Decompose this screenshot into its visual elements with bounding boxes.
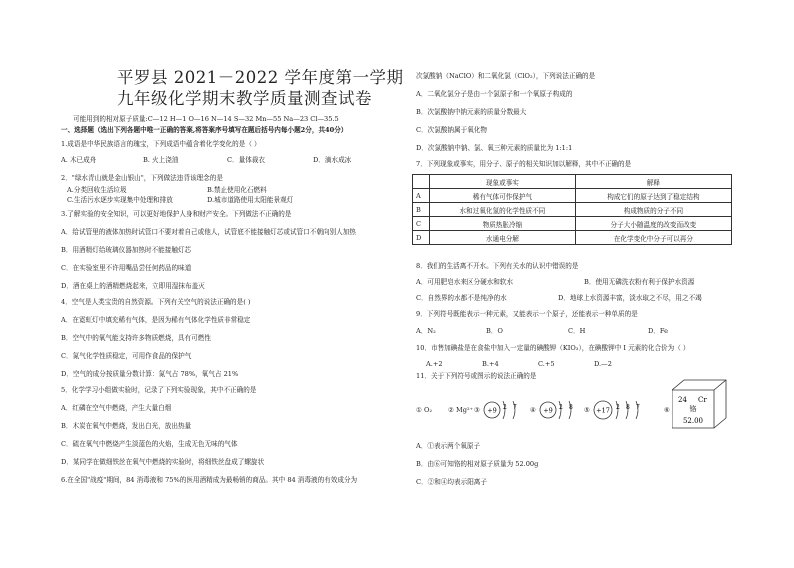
q4-option-a: A．在霓虹灯中填充稀有气体，是因为稀有气体化学性质非常稳定 [61,316,251,324]
atomic-masses: 可能用到的相对原子质量:C—12 H—1 O—16 N—14 S—32 Mn—55 Na—23 Cl—35.5 [73,115,339,123]
q10-option-c: C.+5 [538,360,555,368]
q10-option-b: B.+4 [482,360,499,368]
element-symbol: Cr [698,396,707,404]
atom-diagram-5 [592,395,658,425]
table-cell: 水通电分解 [430,231,576,245]
q1-option-b: B. 火上浇油 [143,156,179,164]
table-cell: 物质热胀冷缩 [430,217,576,231]
cell-edge [714,380,726,390]
table-cell: A [413,189,430,203]
q1-option-d: D．滴水成冰 [313,156,352,164]
q9-stem: 9．下列符号既能表示一种元素，又能表示一个原子，还能表示一种单质的是 [416,310,638,318]
q2-stem: 2．"绿水青山就是金山银山"，下列做法违背该理念的是 [61,174,223,182]
q2-option-c: C.生活污水逐步实现集中处理和排放 [67,196,173,204]
periodic-table-cell [672,378,728,430]
nucleus-charge: +17 [596,406,610,415]
table-header-cell: 现象或事实 [430,175,576,189]
q9-option-a: A．N₂ [416,327,436,335]
q6-option-a: A．二氧化氯分子是由一个氯原子和一个氧原子构成的 [416,90,573,98]
q1-stem: 1.成语是中华民族语言的瑰宝，下列成语中蕴含着化学变化的是（ ） [61,140,261,148]
q11-option-c: C．②和④均表示阳离子 [416,478,487,486]
q10-option-d: D.—2 [594,360,612,368]
q5-stem: 5．化学学习小组做实验时，记录了下列实验现象，其中不正确的是 [61,386,257,394]
q4-option-b: B．空气中的氧气能支持许多物质燃烧，具有可燃性 [61,334,211,342]
table-cell: 分子大小随温度的改变而改变 [575,217,731,231]
q3-option-a: A．给试管里的液体加热时试管口不要对着自己或他人，试管底不能接触灯芯或试管口不朝向别人加热 [61,228,356,236]
q2-option-d: D.城市道路使用太阳能景观灯 [207,196,294,204]
table-row [413,203,732,217]
q4-option-d: D．空气的成分按质量分数计算：氮气占 78%，氧气占 21% [61,370,239,378]
q5-option-c: C．硫在氧气中燃烧产生淡蓝色的火焰，生成无色无味的气体 [61,440,238,448]
q8-option-b: B．使用无磷洗衣粉有利于保护水资源 [584,278,695,286]
title-line-2: 九年级化学期末教学质量测查试卷 [117,89,372,108]
q10-stem: 10．市售加碘盐是在食盐中加入一定量的碘酸钾（KIO₃），在碘酸钾中 I 元素的化合价为（ ） [416,344,690,352]
q10-option-a: A.+2 [426,360,443,368]
q6-stem: 6.在全国"战疫"期间，84 消毒液和 75%的医用酒精成为最畅销的商品。其中 84 消毒液的有效成分为 [61,476,358,484]
item-6-label: ⑥ [664,406,670,414]
q3-option-c: C．在实验室里不许用嘴品尝任何药品的味道 [61,264,192,272]
table-cell: C [413,217,430,231]
shell-electrons: 8 [569,404,573,411]
q9-option-b: B．O [486,327,503,335]
table-cell: 在化学变化中分子可以再分 [575,231,731,245]
item-4-label: ④ [530,406,536,414]
atom-diagram-3 [482,395,528,425]
q7-stem: 7．下列现象或事实，用分子、原子的相关知识加以解释，其中不正确的是 [416,160,632,168]
q6-option-c: C．次氯酸钠属于氧化物 [416,126,487,134]
q8-option-c: C．自然界的水都不是纯净的水 [416,294,507,302]
q11-option-b: B．由⑥可知铬的相对原子质量为 52.00g [416,460,539,468]
q1-option-c: C．量体裁衣 [227,156,266,164]
shell-electrons: 2 [616,404,620,411]
shell-electrons: 7 [636,404,640,411]
shell-electrons: 7 [513,404,517,411]
q8-option-d: D．地球上水资源丰富，淡水取之不尽，用之不竭 [558,294,702,302]
table-cell: 构成物质的分子不同 [575,203,731,217]
table-row [413,217,732,231]
table-cell: 构成它们的原子达到了稳定结构 [575,189,731,203]
atomic-mass: 52.00 [682,417,704,425]
q2-option-b: B.禁止使用化石燃料 [207,186,267,194]
atomic-number: 24 [678,396,687,404]
q8-stem: 8．我们的生活离不开水。下列有关水的认识中错误的是 [416,262,579,270]
q1-option-a: A. 木已成舟 [61,156,97,164]
nucleus-charge: +9 [487,406,497,415]
section-heading: 一、选择题（选出下列各题中唯一正确的答案,将答案序号填写在题后括号内每小题2分，共40分） [61,126,348,134]
shell-electrons: 8 [626,404,630,411]
table-row [413,189,732,203]
table-header-cell: 解释 [575,175,731,189]
table-cell: 稀有气体可作保护气 [430,189,576,203]
q3-stem: 3.了解实验的安全知识，可以更好地保护人身和财产安全。下列做法不正确的是 [61,210,292,218]
shell-electrons: 2 [559,404,563,411]
shell-electrons: 2 [503,404,507,411]
q3-option-d: D．酒在桌上的酒精燃烧起来，立即用湿抹布盖灭 [61,282,205,290]
item-1-symbol: O₂ [424,406,433,414]
table-header-cell [413,175,430,189]
table-cell: D [413,231,430,245]
q3-option-b: B．用酒精灯给玻璃仪器加热时不能接触灯芯 [61,246,192,254]
q4-option-c: C．氮气化学性质稳定，可用作食品的保护气 [61,352,192,360]
q11-option-a: A．①表示两个氧原子 [416,442,481,450]
q9-option-c: C．H [568,327,586,335]
element-name: 铬 [689,405,697,413]
atom-diagram-4 [538,395,584,425]
table-cell: B [413,203,430,217]
q7-table [412,174,732,245]
item-3-label: ③ [474,406,480,414]
q8-option-a: A．可用肥皂水来区分硬水和软水 [416,278,514,286]
q9-option-d: D．Fe [648,327,668,335]
q6-continuation: 次氯酸钠（NaClO）和二氧化氯（ClO₂），下列说法正确的是 [416,72,596,80]
q6-option-b: B．次氯酸钠中钠元素的质量分数最大 [416,108,527,116]
q6-option-d: D．次氯酸钠中钠、氯、氧三种元素的质量比为 1:1:1 [416,144,573,152]
nucleus-charge: +9 [543,406,553,415]
item-1-label: ① [416,406,422,414]
table-cell: 水和过氧化氢的化学性质不同 [430,203,576,217]
q5-option-a: A．红磷在空气中燃烧，产生大量白烟 [61,404,172,412]
q5-option-b: B．木炭在氧气中燃烧，发出白光，放出热量 [61,422,192,430]
item-2-label: ② [448,406,454,414]
item-2-symbol: Mg²⁺ [456,406,474,414]
q4-stem: 4．空气是人类宝贵的自然资源。下列有关空气的说法正确的是( ) [61,298,251,306]
title-line-1: 平罗县 2021－2022 学年度第一学期 [117,68,404,87]
item-5-label: ⑤ [584,406,590,414]
q5-option-d: D．某同学在做细铁丝在氧气中燃烧的实验时，将细铁丝盘成了螺旋状 [61,458,265,466]
table-row [413,231,732,245]
q2-option-a: A.分类回收生活垃圾 [67,186,127,194]
table-header-row [413,175,732,189]
q11-stem: 11．关于下列符号或图示的说法正确的是 [416,372,537,380]
